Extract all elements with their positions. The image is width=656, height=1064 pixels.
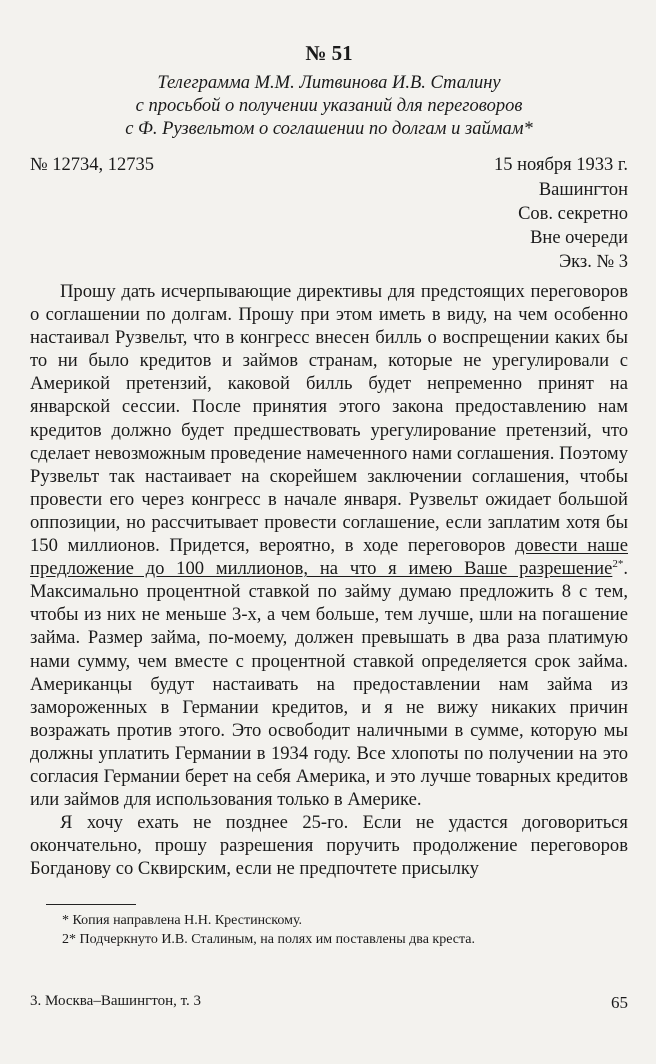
paragraph	[30, 280, 628, 811]
footnote-divider	[46, 904, 136, 905]
page-footer	[30, 993, 628, 1013]
copy-number: Экз. № 3	[558, 252, 628, 272]
priority-mark: Вне очереди	[530, 228, 628, 248]
paragraph-text: . Максимально процентной ставкой по займу думаю предложить 8 с тем, чтобы из них не меньше 3-х, а чем больше, тем лучше, шли на погашение займа. Размер займа, по-моему, должен превышать в два раза платимую нами сумму, чем вместе с процентной ставкой определяется срок займа. Американцы будут настаивать на предоставлении нам займа из замороженных в Германии кредитов, и я не вижу никаких причин возражать против этого. Это освободит наличными в сумме, которую мы должны уплатить Германии в 1934 году. Все хлопоты по получении на это согласия Германии берет на себя Америка, и это лучше товарных кредитов или займов для использования только в Америке.	[30, 558, 628, 811]
document-meta	[30, 178, 628, 274]
document-date: 15 ноября 1933 г.	[494, 155, 628, 175]
paragraph-text: Прошу дать исчерпывающие директивы для предстоящих переговоров о соглашении по долгам. Прошу при этом иметь в виду, на чем особенно настаивал Рузвельт, что в конгресс внесен билль о воспрещении каких бы то ни было кредитов и займов странам, которые не урегулировали с Америкой претензий, каковой билль будет непременно принят на январской сессии. После принятия этого закона предоставлению нам кредитов должно будет предшествовать урегулирование претензий, что сделает невозможным проведение намеченного нами соглашения. Поэтому Рузвельт так настаивает на скорейшем заключении соглашения, чтобы провести его через конгресс в начале января. Рузвельт ожидает большой оппозиции, но рассчитывает провести соглашение, если заплатим хотя бы 150 миллионов. Придется, вероятно, в ходе переговоров	[30, 281, 628, 557]
telegram-body	[30, 280, 628, 880]
underlined-passage: довести наше предложение до 100 миллионов, на что я имею Ваше разрешение	[30, 535, 628, 580]
page-number: 65	[611, 993, 628, 1012]
document-place: Вашингтон	[538, 180, 628, 200]
document-number: № 51	[305, 41, 353, 65]
title-line: Телеграмма М.М. Литвинова И.В. Сталину	[157, 73, 501, 93]
footnote: 2* Подчеркнуто И.В. Сталиным, на полях им поставлены два креста.	[62, 932, 475, 948]
title-line: с Ф. Рузвельтом о соглашении по долгам и займам*	[125, 119, 533, 139]
classification-mark: Сов. секретно	[518, 204, 628, 224]
footnote-marker: 2*	[612, 557, 624, 570]
reference-numbers: № 12734, 12735	[30, 155, 155, 175]
document-title	[30, 72, 628, 141]
paragraph: Я хочу ехать не позднее 25-го. Если не удастся договориться окончательно, прошу разрешения поручить продолжение переговоров Богданову со Сквирским, если не предпочтете присылку	[30, 812, 628, 880]
footnote: * Копия направлена Н.Н. Крестинскому.	[62, 913, 303, 929]
running-title: 3. Москва–Вашингтон, т. 3	[30, 993, 202, 1009]
title-line: с просьбой о получении указаний для переговоров	[135, 96, 523, 116]
reference-row	[30, 153, 628, 177]
